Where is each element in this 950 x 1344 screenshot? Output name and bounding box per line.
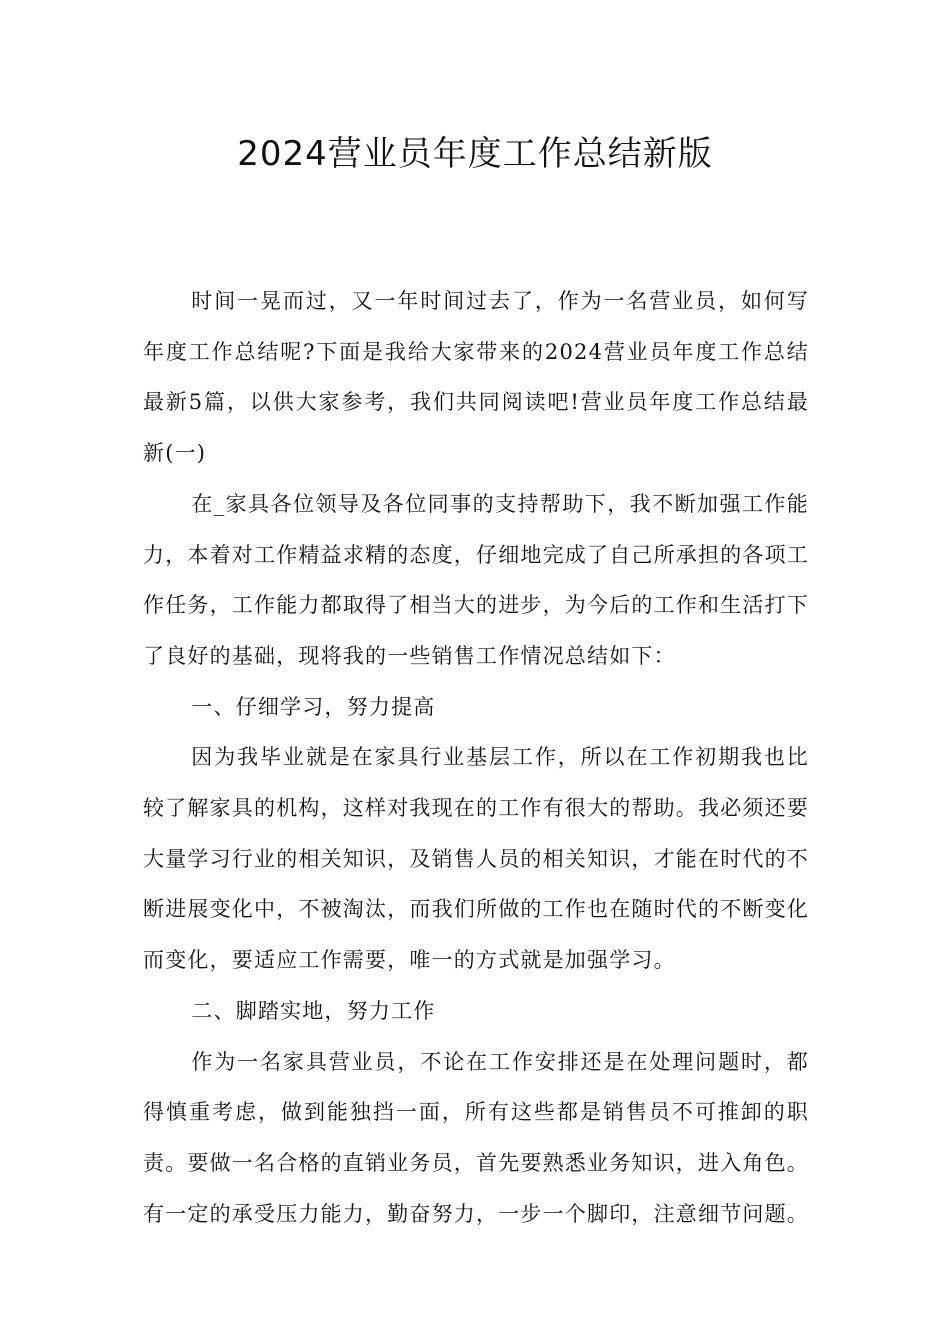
paragraph-intro: 时间一晃而过，又一年时间过去了，作为一名营业员，如何写年度工作总结呢?下面是我给大家带来的2024营业员年度工作总结最新5篇，以供大家参考，我们共同阅读吧!营业员年度工作总结最新(一): [143, 289, 809, 466]
document-body: [143, 276, 809, 1239]
section-heading-study: 一、仔细学习，努力提高: [191, 694, 436, 719]
document-title: 2024营业员年度工作总结新版: [237, 134, 713, 174]
paragraph-overview: 在_家具各位领导及各位同事的支持帮助下，我不断加强工作能力，本着对工作精益求精的态度，仔细地完成了自己所承担的各项工作任务，工作能力都取得了相当大的进步，为今后的工作和生活打下了良好的基础，现将我的一些销售工作情况总结如下：: [143, 491, 809, 668]
paragraph-work: 作为一名家具营业员，不论在工作安排还是在处理问题时，都得慎重考虑，做到能独挡一面，所有这些都是销售员不可推卸的职责。要做一名合格的直销业务员，首先要熟悉业务知识，进入角色。有一定的承受压力能力，勤奋努力，一步一个脚印，注意细节问题。: [143, 1049, 809, 1226]
section-heading-work: 二、脚踏实地，努力工作: [191, 998, 436, 1023]
paragraph-study: 因为我毕业就是在家具行业基层工作，所以在工作初期我也比较了解家具的机构，这样对我现在的工作有很大的帮助。我必须还要大量学习行业的相关知识，及销售人员的相关知识，才能在时代的不断进展变化中，不被淘汰，而我们所做的工作也在随时代的不断变化而变化，要适应工作需要，唯一的方式就是加强学习。: [143, 745, 809, 973]
